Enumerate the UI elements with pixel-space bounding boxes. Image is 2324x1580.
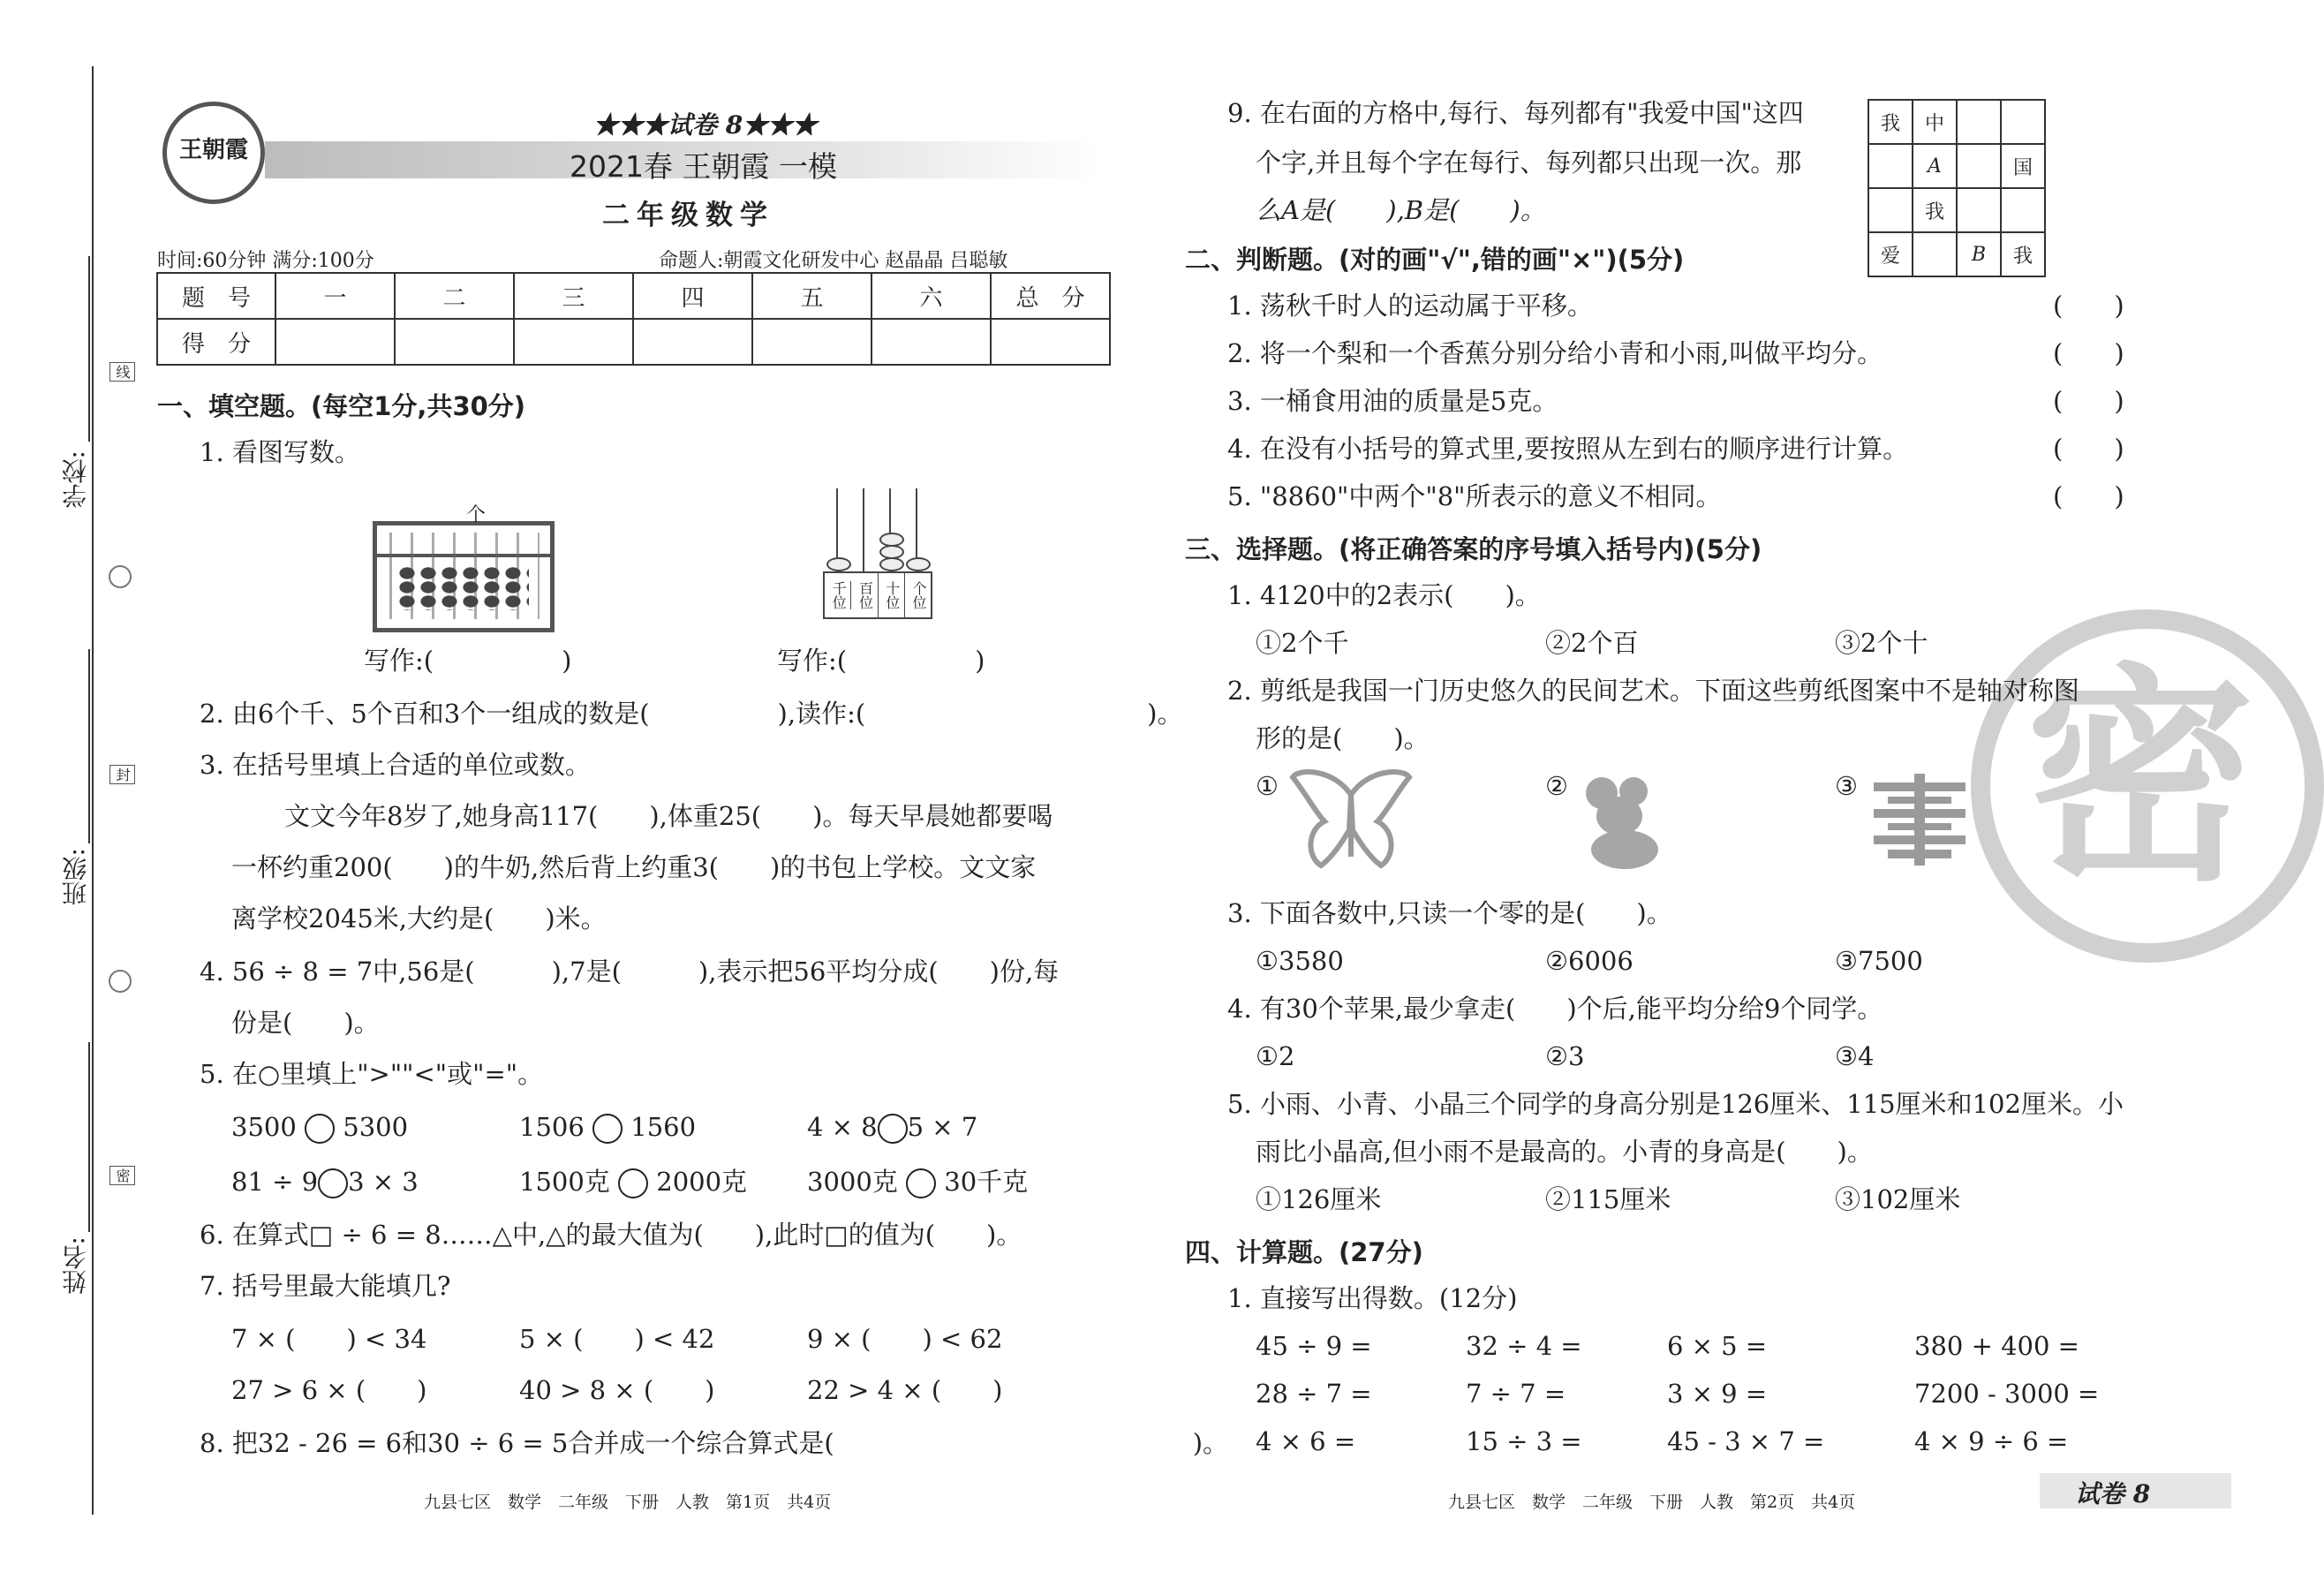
question-3: 3. 在括号里填上合适的单位或数。 — [200, 750, 591, 780]
judge-item: 4. 在没有小括号的算式里,要按照从左到右的顺序进行计算。 — [1227, 434, 1909, 464]
choice-5-line-1: 5. 小雨、小青、小晶三个同学的身高分别是126厘米、115厘米和102厘米。小 — [1227, 1089, 2124, 1119]
score-header: 三 — [514, 273, 633, 319]
question-6: 6. 在算式□ ÷ 6 = 8……△中,△的最大值为( ),此时□的值为( )。 — [200, 1220, 1022, 1250]
counter-label: 个位 — [910, 581, 927, 609]
choice-5-line-2: 雨比小晶高,但小雨不是最高的。小青的身高是( )。 — [1256, 1137, 1873, 1167]
grid-cell: B — [1957, 232, 2001, 276]
counter-label: 十位 — [879, 573, 905, 617]
choice-option[interactable]: ①3580 — [1256, 946, 1344, 976]
time-info: 时间:60分钟 满分:100分 — [157, 250, 374, 272]
compare-circle[interactable] — [618, 1168, 648, 1198]
q7-item[interactable]: 5 × ( ) < 42 — [519, 1324, 715, 1354]
choice-1: 1. 4120中的2表示( )。 — [1227, 580, 1541, 610]
grid-cell — [1957, 100, 2001, 144]
watermark-text: 密 — [2026, 646, 2255, 912]
double-happiness-papercut-icon — [1870, 774, 1969, 866]
calc-item[interactable]: 32 ÷ 4 = — [1466, 1331, 1582, 1361]
grid-cell: 我 — [2001, 232, 2045, 276]
grid-cell: 中 — [1913, 100, 1957, 144]
score-cell[interactable] — [514, 319, 633, 365]
question-3-line-1: 文文今年8岁了,她身高117( ),体重25( )。每天早晨她都要喝 — [284, 801, 1053, 831]
judge-item: 1. 荡秋千时人的运动属于平移。 — [1227, 291, 1593, 321]
score-cell[interactable] — [275, 319, 395, 365]
choice-2-line-1: 2. 剪纸是我国一门历史悠久的民间艺术。下面这些剪纸图案中不是轴对称图 — [1227, 676, 2079, 706]
scissors-icon — [109, 565, 132, 588]
binding-line — [92, 66, 94, 1515]
score-header: 六 — [872, 273, 991, 319]
compare-circle[interactable] — [906, 1168, 936, 1198]
judge-item: 2. 将一个梨和一个香蕉分别分给小青和小雨,叫做平均分。 — [1227, 338, 1883, 368]
score-header: 四 — [633, 273, 752, 319]
page-footer-left: 九县七区 数学 二年级 下册 人教 第1页 共4页 — [424, 1493, 832, 1512]
compare-item: 81 ÷ 9 3 × 3 — [231, 1167, 419, 1197]
compare-circle[interactable] — [592, 1114, 622, 1144]
calc-item[interactable]: 28 ÷ 7 = — [1256, 1379, 1372, 1409]
class-blank[interactable] — [88, 649, 90, 843]
score-header: 一 — [275, 273, 395, 319]
judge-paren[interactable]: ( ) — [2053, 291, 2124, 321]
grid-cell — [1868, 144, 1913, 188]
margin-mark-mi: 密 — [109, 1166, 135, 1185]
counter-image — [823, 488, 938, 619]
section-calculation: 四、计算题。(27分) — [1185, 1237, 1423, 1267]
question-2: 2. 由6个千、5个百和3个一组成的数是( ),读作:( )。 — [200, 699, 1183, 729]
choice-option[interactable]: ②2个百 — [1545, 628, 1639, 658]
choice-option[interactable]: ① — [1256, 771, 1279, 801]
question-3-line-2: 一杯约重200( )的牛奶,然后背上约重3( )的书包上学校。文文家 — [231, 852, 1037, 882]
calc-item[interactable]: 15 ÷ 3 = — [1466, 1426, 1582, 1456]
q7-item[interactable]: 22 > 4 × ( ) — [807, 1375, 1003, 1405]
judge-paren[interactable]: ( ) — [2053, 386, 2124, 416]
choice-option[interactable]: ③2个十 — [1835, 628, 1928, 658]
choice-option[interactable]: ①126厘米 — [1256, 1184, 1382, 1214]
calc-item[interactable]: 4 × 6 = — [1256, 1426, 1356, 1456]
grid-cell — [1868, 188, 1913, 232]
score-cell[interactable] — [752, 319, 872, 365]
score-table — [156, 272, 1111, 366]
calc-item[interactable]: 3 × 9 = — [1667, 1379, 1768, 1409]
question-7: 7. 括号里最大能填几? — [200, 1271, 451, 1301]
judge-paren[interactable]: ( ) — [2053, 481, 2124, 511]
compare-circle[interactable] — [305, 1114, 335, 1144]
choice-option[interactable]: ② — [1545, 771, 1568, 801]
question-5: 5. 在○里填上">""<"或"="。 — [200, 1059, 544, 1089]
compare-item: 1506 1560 — [519, 1112, 697, 1142]
section-true-false: 二、判断题。(对的画"√",错的画"×")(5分) — [1185, 245, 1685, 275]
mouse-papercut-icon — [1581, 774, 1669, 871]
class-label: 班级: — [61, 848, 90, 906]
calc-1: 1. 直接写出得数。(12分) — [1227, 1283, 1518, 1313]
word-grid — [1868, 99, 2046, 277]
choice-option[interactable]: ③102厘米 — [1835, 1184, 1961, 1214]
compare-circle[interactable] — [318, 1168, 348, 1198]
write-answer-abacus[interactable]: 写作:( ) — [364, 646, 572, 676]
school-blank[interactable] — [88, 256, 90, 442]
score-header: 五 — [752, 273, 872, 319]
grid-cell: 我 — [1913, 188, 1957, 232]
score-cell[interactable] — [991, 319, 1110, 365]
choice-option[interactable]: ①2个千 — [1256, 628, 1349, 658]
judge-item: 5. "8860"中两个"8"所表示的意义不相同。 — [1227, 481, 1722, 511]
name-label: 姓名: — [61, 1236, 90, 1295]
judge-item: 3. 一桶食用油的质量是5克。 — [1227, 386, 1558, 416]
grid-cell — [1957, 188, 2001, 232]
judge-paren[interactable]: ( ) — [2053, 434, 2124, 464]
question-9-line-2: 个字,并且每个字在每行、每列都只出现一次。那 — [1256, 147, 1802, 178]
compare-item: 3500 5300 — [231, 1112, 409, 1142]
question-3-line-3: 离学校2045米,大约是( )米。 — [231, 903, 607, 934]
scissors-icon — [109, 970, 132, 993]
q7-item[interactable]: 9 × ( ) < 62 — [807, 1324, 1003, 1354]
abacus-image — [373, 521, 555, 632]
logo — [162, 102, 265, 204]
grid-cell: 国 — [2001, 144, 2045, 188]
q7-item[interactable]: 27 > 6 × ( ) — [231, 1375, 427, 1405]
question-1: 1. 看图写数。 — [200, 437, 360, 467]
grid-cell — [1913, 232, 1957, 276]
grid-cell — [2001, 188, 2045, 232]
watermark-seal — [1971, 609, 2324, 963]
grid-cell: 我 — [1868, 100, 1913, 144]
question-4-line-2: 份是( )。 — [231, 1008, 380, 1038]
calc-item[interactable]: 7200 - 3000 = — [1914, 1379, 2100, 1409]
margin-mark-xian: 线 — [109, 362, 135, 382]
choice-option[interactable]: ③4 — [1835, 1041, 1875, 1071]
exam-series: ★★★试卷 8★★★ — [593, 110, 818, 140]
calc-item[interactable]: 45 - 3 × 7 = — [1667, 1426, 1825, 1456]
score-header: 题 号 — [157, 273, 275, 319]
choice-option[interactable]: ①2 — [1256, 1041, 1295, 1071]
score-header: 二 — [395, 273, 514, 319]
logo-text: 王朝霞 — [178, 137, 248, 163]
section-choice: 三、选择题。(将正确答案的序号填入括号内)(5分) — [1185, 534, 1762, 564]
grid-cell — [2001, 100, 2045, 144]
compare-item: 4 × 8 5 × 7 — [807, 1112, 978, 1142]
authors: 命题人:朝霞文化研发中心 赵晶晶 吕聪敏 — [659, 250, 1008, 272]
calc-item[interactable]: 6 × 5 = — [1667, 1331, 1768, 1361]
counter-label: 百位 — [851, 573, 878, 617]
calc-item[interactable]: 380 + 400 = — [1914, 1331, 2079, 1361]
q7-item[interactable]: 7 × ( ) < 34 — [231, 1324, 427, 1354]
choice-option[interactable]: ③ — [1835, 771, 1858, 801]
choice-option[interactable]: ③7500 — [1835, 946, 1923, 976]
calc-item[interactable]: 7 ÷ 7 = — [1466, 1379, 1566, 1409]
page-tab — [2040, 1473, 2231, 1508]
choice-option[interactable]: ②3 — [1545, 1041, 1585, 1071]
score-header: 总 分 — [991, 273, 1110, 319]
page-tab-text: 试卷 8 — [2075, 1479, 2151, 1508]
margin-mark-feng: 封 — [109, 765, 135, 784]
section-fill-blank: 一、填空题。(每空1分,共30分) — [157, 391, 526, 421]
name-blank[interactable] — [88, 1042, 90, 1232]
exam-title: 2021春 王朝霞 一模 — [570, 149, 837, 184]
score-cell[interactable] — [395, 319, 514, 365]
choice-2-line-2: 形的是( )。 — [1256, 723, 1430, 753]
question-4-line-1: 4. 56 ÷ 8 = 7中,56是( ),7是( ),表示把56平均分成( )份,每 — [200, 956, 1060, 987]
question-8: 8. 把32 - 26 = 6和30 ÷ 6 = 5合并成一个综合算式是( )。 — [200, 1428, 1229, 1458]
question-9-line-3: 么A是( ),B是( )。 — [1256, 195, 1546, 225]
compare-item: 3000克 30千克 — [807, 1167, 1029, 1197]
compare-item: 1500克 2000克 — [519, 1167, 748, 1197]
judge-paren[interactable]: ( ) — [2053, 338, 2124, 368]
exam-subject: 二年级数学 — [602, 200, 774, 231]
grid-cell — [1957, 144, 2001, 188]
score-row-label: 得 分 — [157, 319, 275, 365]
question-9-line-1: 9. 在右面的方格中,每行、每列都有"我爱中国"这四 — [1227, 98, 1804, 128]
counter-label: 千位 — [825, 581, 851, 609]
calc-item[interactable]: 4 × 9 ÷ 6 = — [1914, 1426, 2069, 1456]
calc-item[interactable]: 45 ÷ 9 = — [1256, 1331, 1372, 1361]
choice-4: 4. 有30个苹果,最少拿走( )个后,能平均分给9个同学。 — [1227, 994, 1883, 1024]
choice-option[interactable]: ②115厘米 — [1545, 1184, 1671, 1214]
grid-cell: A — [1913, 144, 1957, 188]
page-footer-right: 九县七区 数学 二年级 下册 人教 第2页 共4页 — [1448, 1493, 1856, 1512]
choice-option[interactable]: ②6006 — [1545, 946, 1634, 976]
write-answer-counter[interactable]: 写作:( ) — [777, 646, 985, 676]
compare-circle[interactable] — [878, 1114, 908, 1144]
choice-3: 3. 下面各数中,只读一个零的是( )。 — [1227, 898, 1672, 928]
score-cell[interactable] — [633, 319, 752, 365]
score-cell[interactable] — [872, 319, 991, 365]
grid-cell: 爱 — [1868, 232, 1913, 276]
q7-item[interactable]: 40 > 8 × ( ) — [519, 1375, 715, 1405]
abacus-top-label: 个 — [466, 504, 487, 526]
butterfly-papercut-icon — [1289, 768, 1413, 871]
school-label: 学校: — [61, 450, 90, 509]
